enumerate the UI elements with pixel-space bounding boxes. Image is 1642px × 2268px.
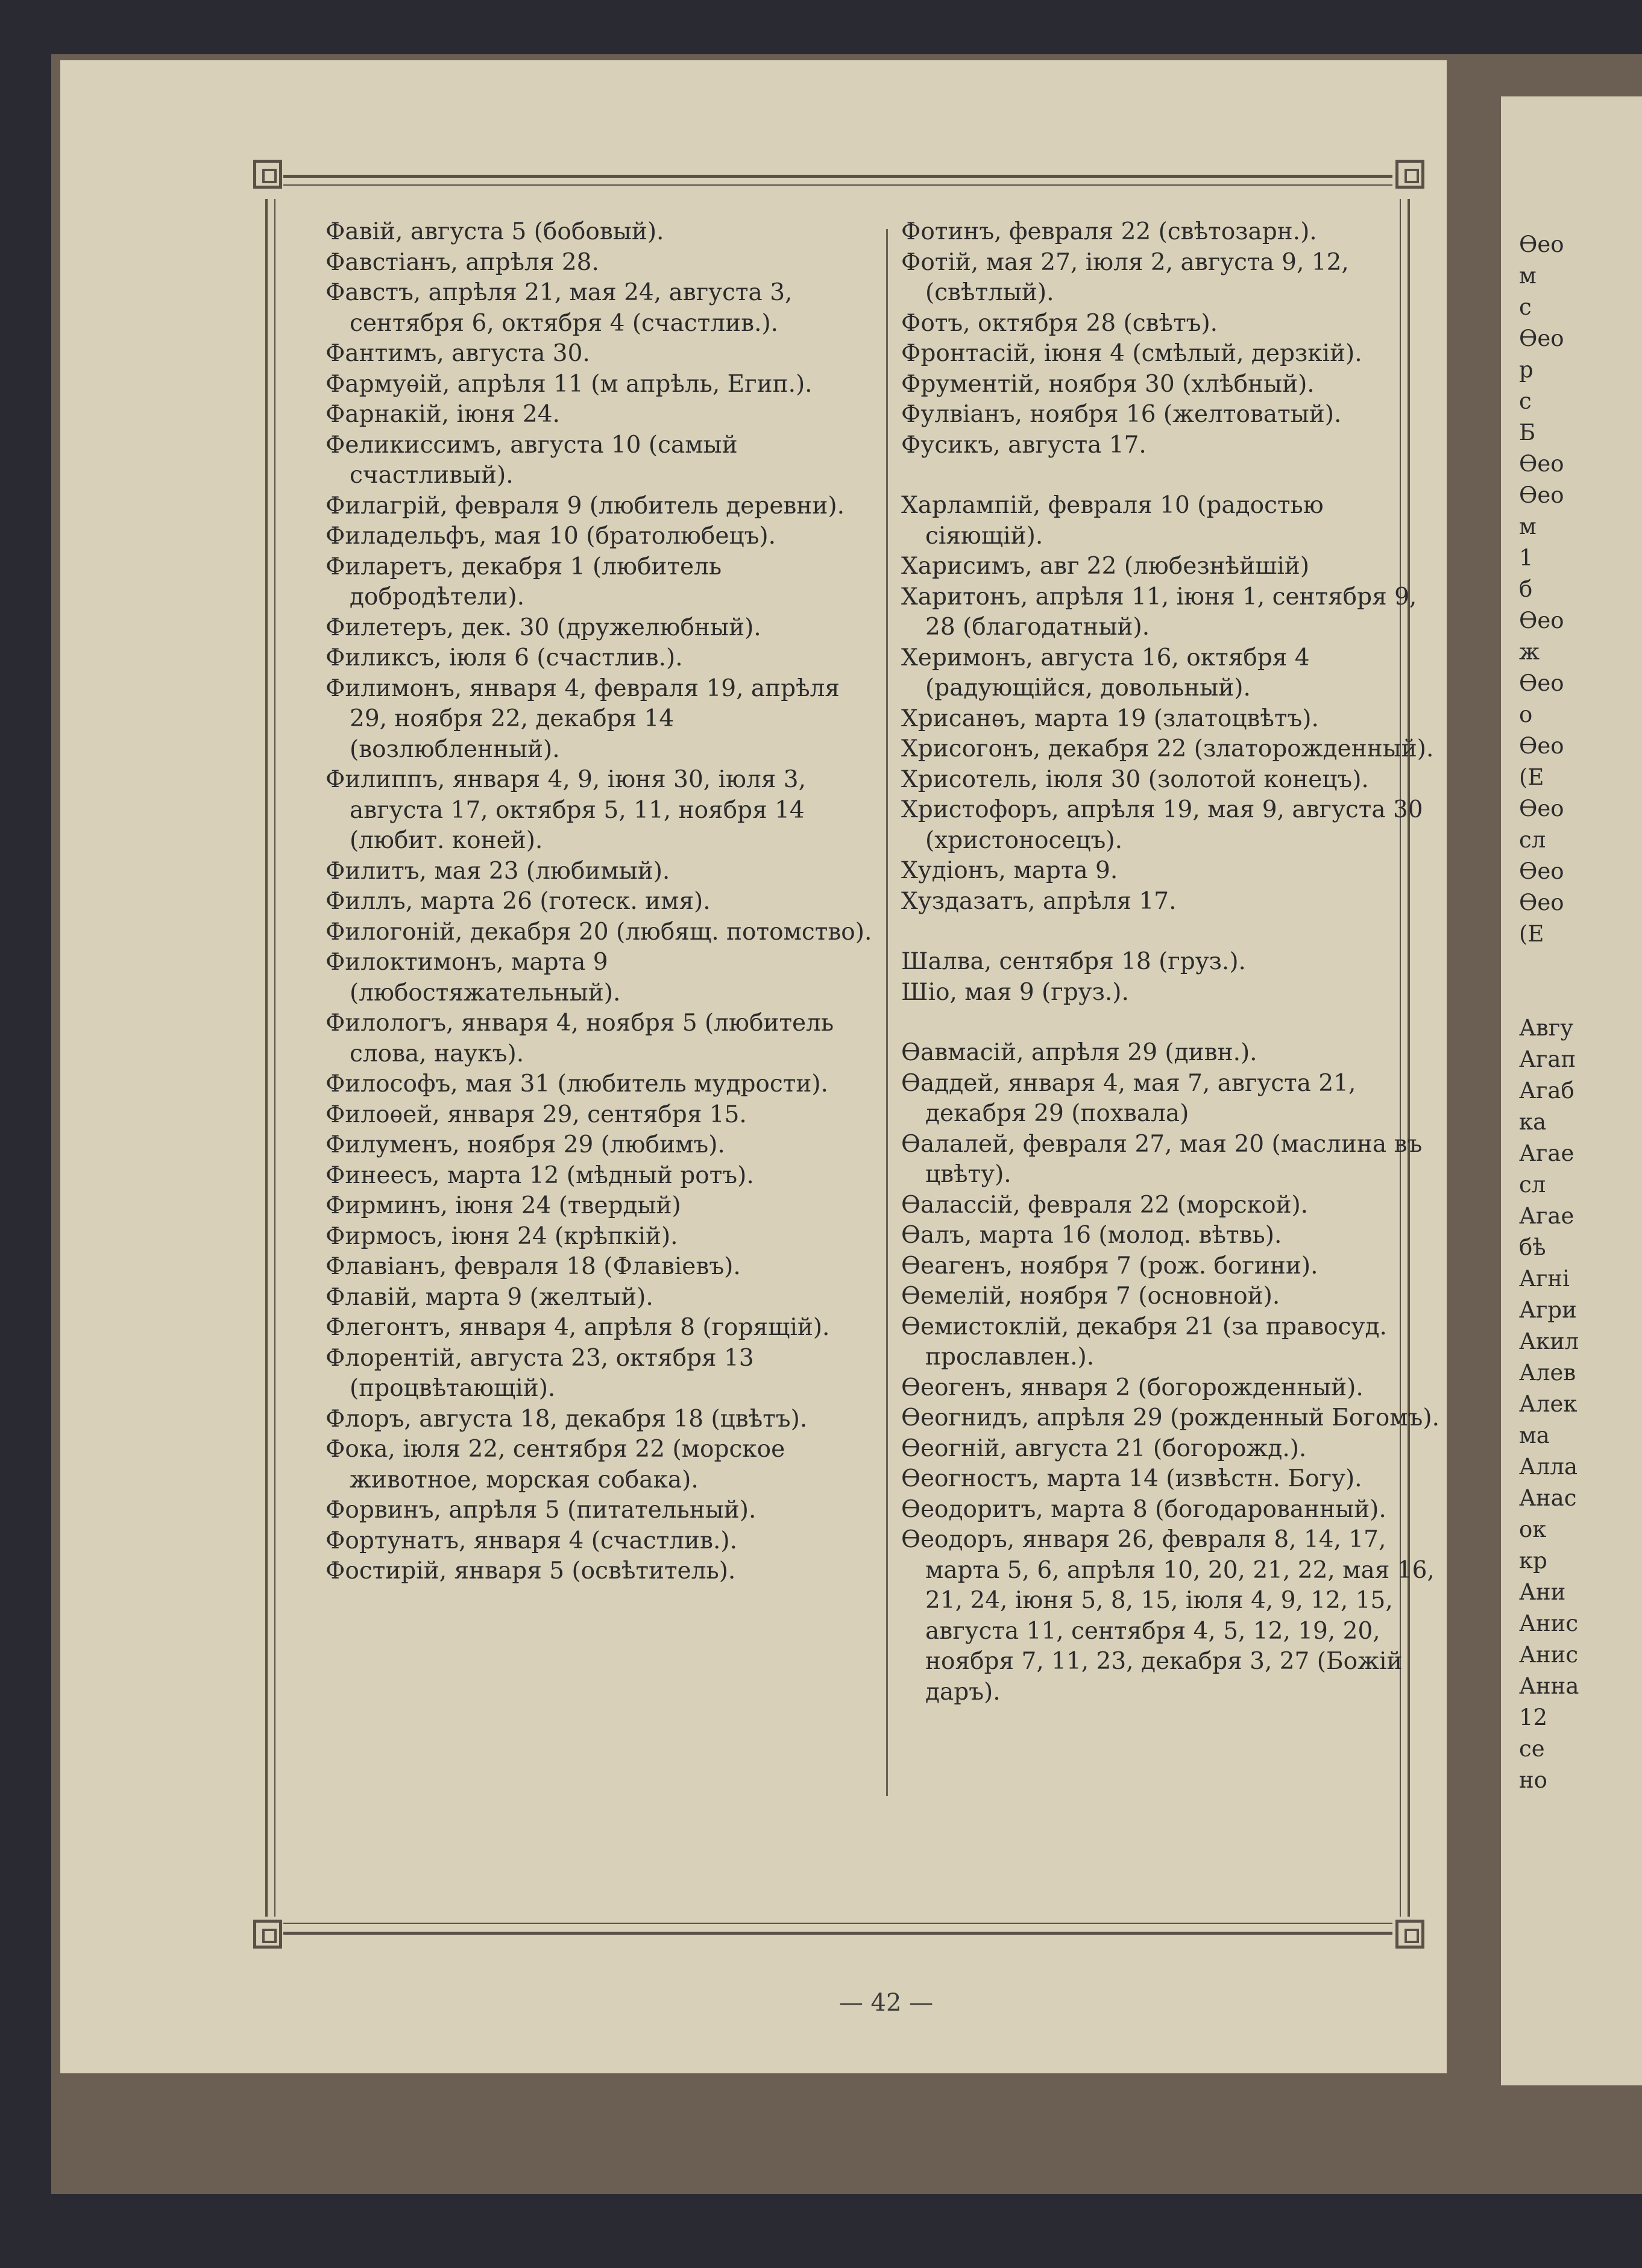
name-entry: Фавстіанъ, апрѣля 28. [326, 248, 599, 276]
name-entry: Ѳео [1519, 670, 1564, 696]
column-divider [886, 229, 888, 1796]
name-entry: Филогоній, декабря 20 (любящ. потомство). [326, 918, 872, 946]
name-entry: Филуменъ, ноября 29 (любимъ). [326, 1131, 725, 1158]
name-entry: Ѳаддей, января 4, мая 7, августа 21, декабря 29 (похвала) [901, 1069, 1356, 1127]
name-entry: о [1519, 702, 1533, 727]
name-entry: Ѳео [1519, 796, 1564, 821]
name-entry: Б [1519, 419, 1536, 445]
name-entry: Ѳео [1519, 608, 1564, 633]
name-entry: Фулвіанъ, ноября 16 (желтоватый). [901, 401, 1342, 428]
name-entry: Ѳеогній, августа 21 (богорожд.). [901, 1434, 1307, 1462]
name-entry: Авгу [1519, 1015, 1574, 1041]
name-entry: Филетеръ, дек. 30 (дружелюбный). [326, 614, 761, 641]
name-entry: Агае [1519, 1203, 1574, 1229]
name-entry: Фронтасій, іюня 4 (смѣлый, дерзкій). [901, 340, 1362, 367]
name-entry: Алек [1519, 1391, 1578, 1417]
name-entry: Фавій, августа 5 (бобовый). [326, 218, 664, 245]
name-entry: Анас [1519, 1485, 1577, 1511]
name-entry: Флавій, марта 9 (желтый). [326, 1283, 653, 1311]
name-entry: Феликиссимъ, августа 10 (самый счастливый). [326, 431, 738, 489]
name-entry: бѣ [1519, 1234, 1546, 1260]
name-entry: Анис [1519, 1642, 1579, 1668]
name-entry: м [1519, 263, 1537, 289]
name-entry: Фавстъ, апрѣля 21, мая 24, августа 3, сентября 6, октября 4 (счастлив.). [326, 279, 793, 337]
name-entry: Ани [1519, 1579, 1566, 1605]
name-entry: Хуздазатъ, апрѣля 17. [901, 887, 1177, 915]
name-entry: сл [1519, 1172, 1546, 1198]
name-entry: Филаретъ, декабря 1 (любитель добродѣтели). [326, 553, 722, 611]
name-entry: Ѳалассій, февраля 22 (морской). [901, 1191, 1309, 1219]
name-entry: ма [1519, 1422, 1550, 1448]
name-entry: Агри [1519, 1297, 1577, 1323]
corner-ornament-bl [253, 1920, 282, 1949]
name-entry: Флавіанъ, февраля 18 (Флавіевъ). [326, 1253, 741, 1280]
name-entry: Хрисанѳъ, марта 19 (златоцвѣтъ). [901, 705, 1319, 732]
name-entry: ж [1519, 639, 1540, 665]
name-entry: м [1519, 514, 1537, 539]
name-entry: Флорентій, августа 23, октября 13 (процвѣтающій). [326, 1344, 754, 1402]
name-entry: Алев [1519, 1360, 1576, 1386]
name-entry: Флоръ, августа 18, декабря 18 (цвѣтъ). [326, 1405, 808, 1433]
name-entry: Агап [1519, 1046, 1576, 1072]
name-entry: Харитонъ, апрѣля 11, іюня 1, сентября 9, 28 (благодатный). [901, 583, 1417, 641]
name-entry: Филологъ, января 4, ноября 5 (любитель слова, наукъ). [326, 1010, 834, 1067]
name-entry: Филоктимонъ, марта 9 (любостяжательный). [326, 949, 621, 1007]
name-entry: Фортунатъ, января 4 (счастлив.). [326, 1527, 737, 1554]
name-entry: Ѳео [1519, 451, 1564, 477]
name-entry: Фока, іюля 22, сентября 22 (морское животное, морская собака). [326, 1436, 785, 1494]
name-entry: Фотинъ, февраля 22 (свѣтозарн.). [901, 218, 1317, 245]
name-entry: Флегонтъ, января 4, апрѣля 8 (горящій). [326, 1314, 830, 1341]
name-entry: Ѳемелій, ноября 7 (основной). [901, 1283, 1280, 1310]
name-entry: Финеесъ, марта 12 (мѣдный ротъ). [326, 1161, 754, 1189]
name-entry: Филимонъ, января 4, февраля 19, апрѣля 29, ноября 22, декабря 14 (возлюбленный). [326, 674, 840, 763]
name-entry: Хрисотель, іюля 30 (золотой конецъ). [901, 765, 1369, 793]
name-entry: Фарнакій, іюня 24. [326, 401, 560, 428]
name-entry: Фостирій, января 5 (освѣтитель). [326, 1557, 736, 1585]
name-entry: с [1519, 294, 1532, 320]
name-entry: б [1519, 576, 1533, 602]
name-entry: се [1519, 1736, 1545, 1762]
name-entry: Фусикъ, августа 17. [901, 431, 1147, 459]
name-entry: Фотій, мая 27, іюля 2, августа 9, 12, (свѣтлый). [901, 248, 1349, 306]
name-entry: Ѳеогенъ, января 2 (богорожденный). [901, 1374, 1364, 1401]
name-entry: Филиксъ, іюля 6 (счастлив.). [326, 644, 683, 671]
name-entry: Фотъ, октября 28 (свѣтъ). [901, 309, 1218, 337]
name-entry: 12 [1519, 1704, 1548, 1730]
name-entry: (Е [1519, 921, 1544, 947]
name-entry: но [1519, 1767, 1547, 1793]
name-entry: Ѳеогнидъ, апрѣля 29 (рожденный Богомъ). [901, 1404, 1439, 1431]
name-entry: Фирмосъ, іюня 24 (крѣпкій). [326, 1222, 678, 1250]
name-entry: Филитъ, мая 23 (любимый). [326, 857, 670, 885]
name-entry: Фрументій, ноября 30 (хлѣбный). [901, 370, 1315, 398]
name-entry: Филоѳей, января 29, сентября 15. [326, 1101, 747, 1128]
name-entry: Ѳалалей, февраля 27, мая 20 (маслина въ цвѣту). [901, 1130, 1423, 1188]
name-entry: Ѳалъ, марта 16 (молод. вѣтвь). [901, 1222, 1282, 1249]
name-entry: ок [1519, 1516, 1547, 1542]
name-entry: с [1519, 388, 1532, 414]
name-entry: Христофоръ, апрѣля 19, мая 9, августа 30 (христоносецъ). [901, 796, 1423, 854]
name-entry: Алла [1519, 1454, 1578, 1480]
name-entry: Ѳеодоритъ, марта 8 (богодарованный). [901, 1495, 1386, 1523]
corner-ornament-br [1395, 1920, 1424, 1949]
name-entry: Ѳео [1519, 733, 1564, 759]
name-entry: Ѳеодоръ, января 26, февраля 8, 14, 17, марта 5, 6, апрѣля 10, 20, 21, 22, мая 16, 21, 24, іюня 5, 8, 15, іюля 4, 9, 12, 15, августа 11, сентября 4, 5, 12, 19, 20, ноября 7, 11, 23, декабря 3, 27 (Божій даръ). [901, 1526, 1435, 1706]
name-entry: 1 [1519, 545, 1533, 571]
name-entry: (Е [1519, 764, 1544, 790]
column-left [326, 217, 880, 1587]
corner-ornament-tl [253, 160, 282, 189]
name-entry: Шалва, сентября 18 (груз.). [901, 948, 1246, 975]
name-entry: Фирминъ, іюня 24 (твердый) [326, 1192, 681, 1219]
name-entry: Ѳео [1519, 858, 1564, 884]
name-entry: Ѳео [1519, 890, 1564, 916]
name-entry: Филадельфъ, мая 10 (братолюбецъ). [326, 523, 776, 550]
name-entry: Ѳео [1519, 231, 1564, 257]
name-entry: Философъ, мая 31 (любитель мудрости). [326, 1070, 828, 1098]
name-entry: Анис [1519, 1610, 1579, 1636]
name-entry: Ѳавмасій, апрѣля 29 (дивн.). [901, 1039, 1257, 1066]
name-entry [1519, 950, 1579, 981]
page-number: — 42 — [838, 1989, 934, 2017]
name-entry: Ѳео [1519, 325, 1564, 351]
name-entry: Хрисогонъ, декабря 22 (златорожденный). [901, 735, 1434, 762]
name-entry: Филиппъ, января 4, 9, іюня 30, іюля 3, августа 17, октября 5, 11, ноября 14 (любит. коней). [326, 766, 806, 854]
name-entry: ка [1519, 1109, 1547, 1135]
name-entry: Харисимъ, авг 22 (любезнѣйшій) [901, 553, 1310, 580]
corner-ornament-tr [1395, 160, 1424, 189]
name-entry: Фармуѳій, апрѣля 11 (м апрѣль, Егип.). [326, 370, 813, 398]
name-entry: Херимонъ, августа 16, октября 4 (радующійся, довольный). [901, 644, 1310, 702]
name-entry: Худіонъ, марта 9. [901, 857, 1118, 884]
name-entry: Акил [1519, 1328, 1579, 1354]
name-entry: Агае [1519, 1140, 1574, 1166]
name-entry: Агні [1519, 1266, 1570, 1292]
name-entry: Харлампій, февраля 10 (радостью сіяющій). [901, 492, 1324, 550]
name-entry: Ѳеогностъ, марта 14 (извѣстн. Богу). [901, 1465, 1362, 1492]
name-entry: Ѳемистоклій, декабря 21 (за правосуд. прославлен.). [901, 1313, 1387, 1371]
column-right [901, 217, 1444, 1707]
name-entry: Ѳео [1519, 482, 1564, 508]
name-entry: Ѳеагенъ, ноября 7 (рож. богини). [901, 1252, 1318, 1280]
name-entry: Филлъ, марта 26 (готеск. имя). [326, 888, 711, 915]
name-entry: Агаб [1519, 1078, 1574, 1104]
name-entry [1519, 981, 1579, 1013]
name-entry: Форвинъ, апрѣля 5 (питательный). [326, 1497, 757, 1524]
name-entry: р [1519, 357, 1533, 383]
name-entry: сл [1519, 827, 1546, 853]
next-page-fragment [1519, 229, 1579, 1796]
name-entry: Шіо, мая 9 (груз.). [901, 978, 1129, 1006]
name-entry: Филагрій, февраля 9 (любитель деревни). [326, 492, 845, 520]
name-entry: кр [1519, 1548, 1547, 1574]
name-entry: Фантимъ, августа 30. [326, 340, 590, 367]
name-entry: Анна [1519, 1673, 1579, 1699]
